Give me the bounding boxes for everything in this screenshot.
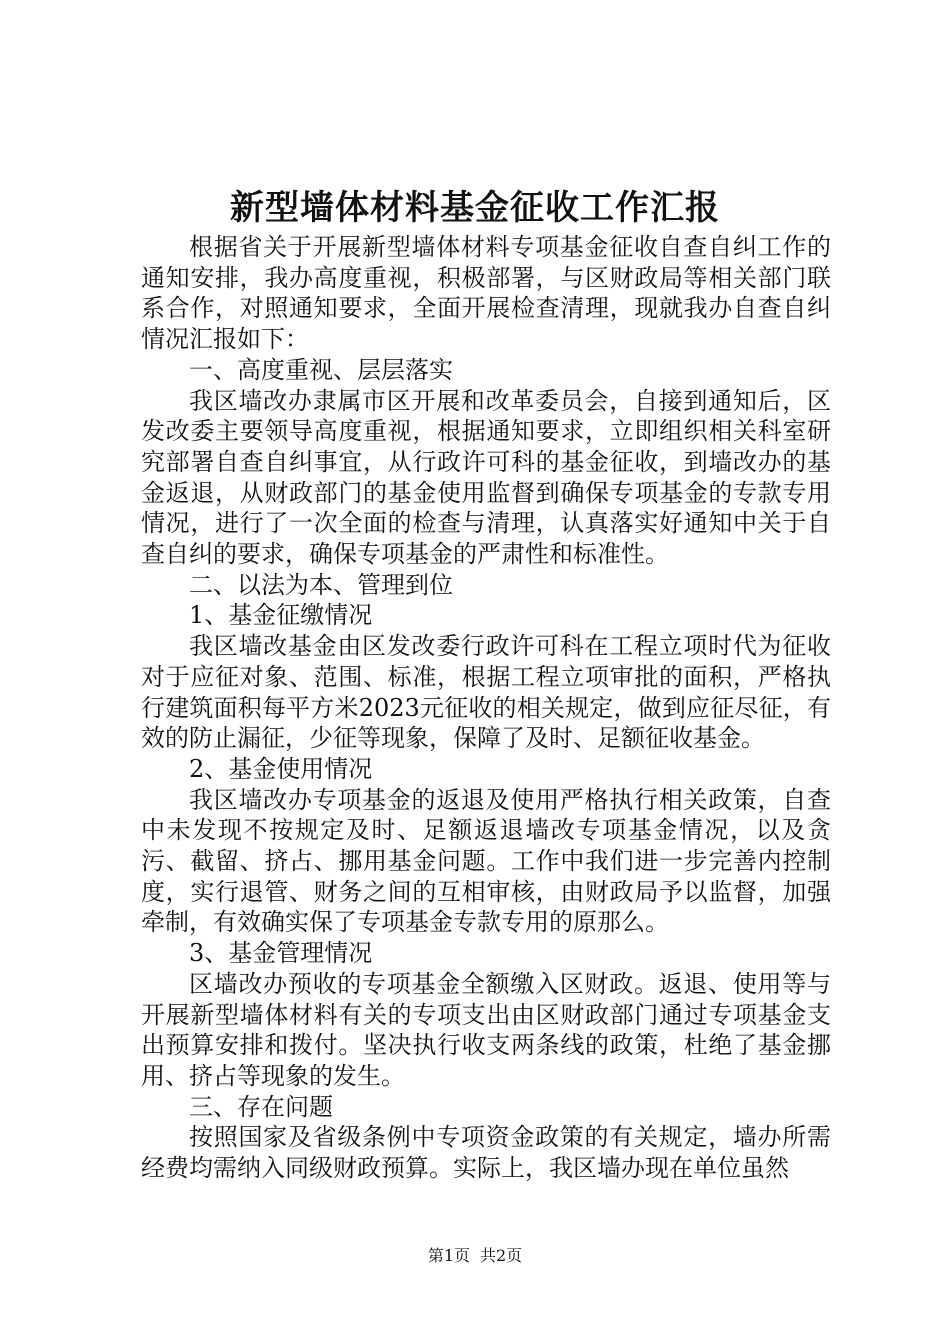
page-number: 第1页 — [427, 1246, 470, 1265]
section-heading-3: 三、存在问题 — [189, 1092, 333, 1121]
intro-paragraph: 根据省关于开展新型墙体材料专项基金征收自查自纠工作的通知安排，我办高度重视，积极部署，与区财政局等相关部门联系合作，对照通知要求，全面开展检查清理，现就我办自查自纠情况汇报如下： — [141, 233, 831, 354]
section-paragraph-3: 按照国家及省级条例中专项资金政策的有关规定，墙办所需经费均需纳入同级财政预算。实际上，我区墙办现在单位虽然 — [141, 1123, 831, 1183]
page-footer — [0, 1246, 950, 1266]
section-heading-2: 二、以法为本、管理到位 — [189, 570, 453, 599]
subsection-paragraph-2: 我区墙改办专项基金的返退及使用严格执行相关政策，自查中未发现不按规定及时、足额返退墙改专项基金情况，以及贪污、截留、挤占、挪用基金问题。工作中我们进一步完善内控制度，实行退管、财务之间的互相审核，由财政局予以监督，加强牵制，有效确实保了专项基金专款专用的原那么。 — [141, 785, 831, 937]
subsection-heading-2: 2、基金使用情况 — [189, 754, 373, 783]
subsection-paragraph-1: 我区墙改基金由区发改委行政许可科在工程立项时代为征收对于应征对象、范围、标准，根据工程立项审批的面积，严格执行建筑面积每平方米2023元征收的相关规定，做到应征尽征，有效的防止漏征，少征等现象，保障了及时、足额征收基金。 — [141, 632, 831, 753]
subsection-paragraph-3: 区墙改办预收的专项基金全额缴入区财政。返退、使用等与开展新型墙体材料有关的专项支出由区财政部门通过专项基金支出预算安排和拨付。坚决执行收支两条线的政策，杜绝了基金挪用、挤占等现象的发生。 — [141, 969, 831, 1090]
section-paragraph-1: 我区墙改办隶属市区开展和改革委员会，自接到通知后，区发改委主要领导高度重视，根据通知要求，立即组织相关科室研究部署自查自纠事宜，从行政许可科的基金征收，到墙改办的基金返退，从财政部门的基金使用监督到确保专项基金的专款专用情况，进行了一次全面的检查与清理，认真落实好通知中关于自查自纠的要求，确保专项基金的严肃性和标准性。 — [141, 386, 831, 569]
page-total: 共2页 — [480, 1246, 523, 1265]
section-heading-1: 一、高度重视、层层落实 — [189, 355, 453, 384]
document-body — [141, 232, 831, 1184]
subsection-heading-3: 3、基金管理情况 — [189, 939, 373, 968]
document-title: 新型墙体材料基金征收工作汇报 — [230, 188, 720, 228]
subsection-heading-1: 1、基金征缴情况 — [189, 601, 373, 630]
